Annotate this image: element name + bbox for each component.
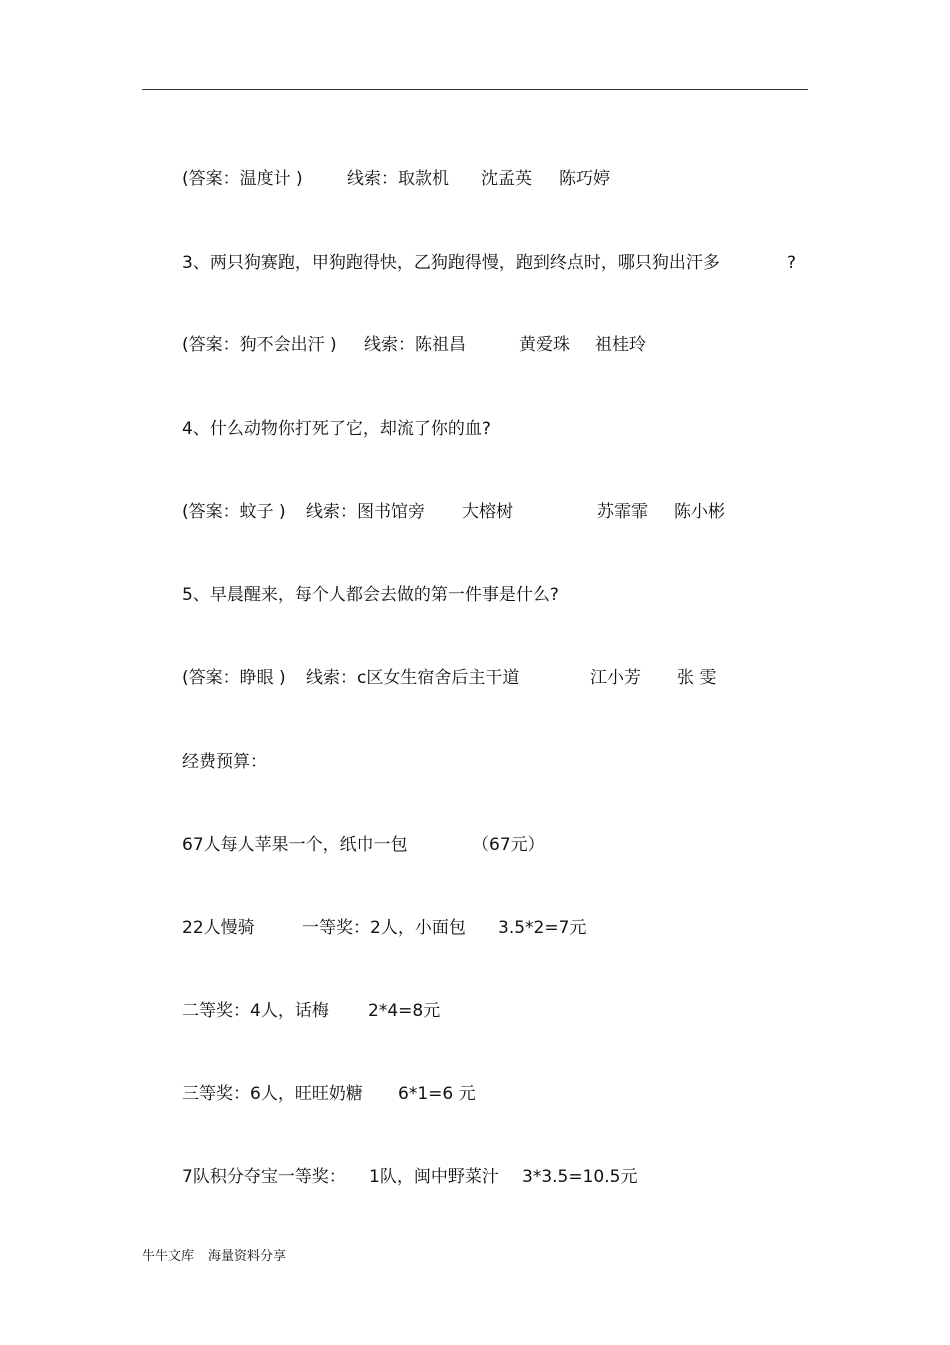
clue-place: 大榕树 <box>462 502 513 522</box>
question-4 <box>182 418 882 440</box>
footer-slogan: 海量资料分享 <box>208 1249 287 1264</box>
answer-text: (答案：睁眼 ) <box>182 668 286 688</box>
footer-site-name: 牛牛文库 <box>142 1249 195 1264</box>
question-text: 5、早晨醒来，每个人都会去做的第一件事是什么? <box>182 585 559 605</box>
budget-line-5 <box>182 1166 882 1188</box>
budget-item: 22人慢骑 <box>182 918 255 938</box>
page-footer <box>142 1248 300 1266</box>
person-name: 祖桂玲 <box>595 335 646 355</box>
budget-cost: 6*1=6 元 <box>398 1084 476 1104</box>
section-heading: 经费预算： <box>182 752 267 772</box>
person-name: 黄爱珠 <box>519 335 570 355</box>
clue-text: 线索：陈祖昌 <box>364 335 466 355</box>
question-3 <box>182 252 882 274</box>
prize-detail: 一等奖：2人，小面包 <box>302 918 466 938</box>
header-rule <box>142 89 808 90</box>
question-mark: ? <box>787 253 797 273</box>
answer-text: (答案：蚊子 ) <box>182 502 286 522</box>
budget-line-4 <box>182 1083 882 1105</box>
clue-text: 线索：取款机 <box>347 169 449 189</box>
question-text: 4、什么动物你打死了它，却流了你的血? <box>182 419 491 439</box>
answer-line-3 <box>182 334 882 356</box>
budget-cost: 3*3.5=10.5元 <box>522 1167 638 1187</box>
prize-detail: 7队积分夺宝一等奖： <box>182 1167 346 1187</box>
clue-text: 线索：c区女生宿舍后主干道 <box>306 668 520 688</box>
answer-line-5 <box>182 667 882 689</box>
person-name: 陈巧婷 <box>559 169 610 189</box>
budget-cost: 2*4=8元 <box>368 1001 441 1021</box>
prize-detail: 三等奖：6人，旺旺奶糖 <box>182 1084 363 1104</box>
budget-cost: （67元） <box>472 835 545 855</box>
person-name: 江小芳 <box>590 668 641 688</box>
person-name: 陈小彬 <box>674 502 725 522</box>
budget-line-3 <box>182 1000 882 1022</box>
budget-line-1 <box>182 834 882 856</box>
question-text: 3、两只狗赛跑，甲狗跑得快，乙狗跑得慢，跑到终点时，哪只狗出汗多 <box>182 253 720 273</box>
answer-text: (答案：温度计 ) <box>182 169 303 189</box>
budget-heading <box>182 751 882 773</box>
budget-item: 67人每人苹果一个，纸巾一包 <box>182 835 408 855</box>
answer-line-4 <box>182 501 882 523</box>
answer-text: (答案：狗不会出汗 ) <box>182 335 337 355</box>
answer-line-1 <box>182 168 882 190</box>
person-name: 苏霏霏 <box>597 502 648 522</box>
prize-detail: 1队，闽中野菜汁 <box>369 1167 499 1187</box>
clue-text: 线索：图书馆旁 <box>306 502 425 522</box>
question-5 <box>182 584 882 606</box>
person-name: 张 雯 <box>677 668 717 688</box>
budget-line-2 <box>182 917 882 939</box>
prize-detail: 二等奖：4人，话梅 <box>182 1001 329 1021</box>
person-name: 沈孟英 <box>481 169 532 189</box>
budget-cost: 3.5*2=7元 <box>498 918 587 938</box>
